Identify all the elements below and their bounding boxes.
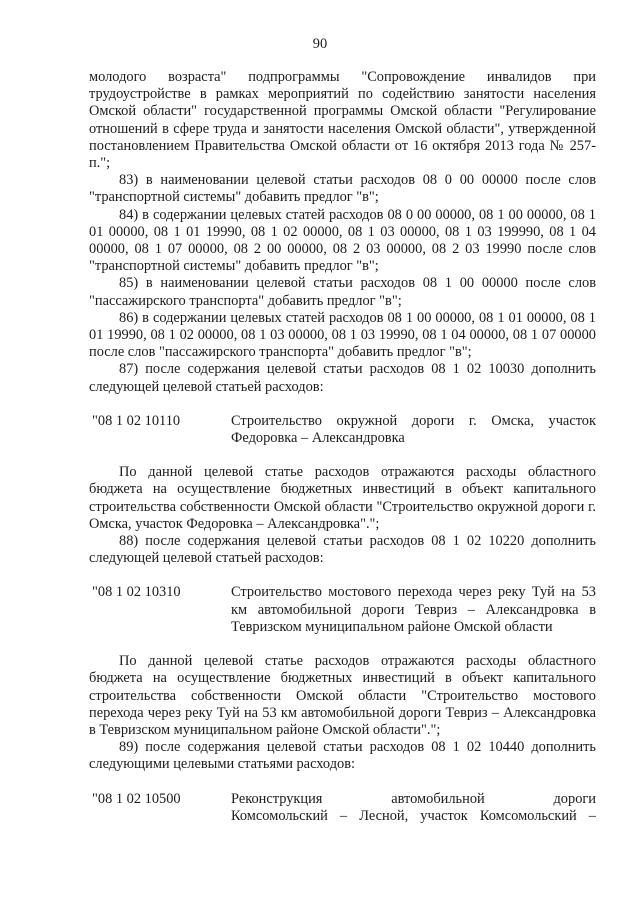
article-code: "08 1 02 10110 bbox=[92, 412, 181, 429]
article-description: По данной целевой статье расходов отражаются расходы областного бюджета на осуществление бюджетных инвестиций в объект капитального строительства собственности Омской области "Строительство мостового перехода через реку Туй на 53 км автомобильной дороги Тевриз – Александровка в Тевризском муниципальном районе Омской области"."; bbox=[89, 653, 596, 738]
paragraph-88: 88) после содержания целевой статьи расходов 08 1 02 10220 дополнить следующей целевой статьей расходов: bbox=[89, 533, 596, 567]
target-article-entry bbox=[89, 791, 596, 825]
paragraph-84: 84) в содержании целевых статей расходов 08 0 00 00000, 08 1 00 00000, 08 1 01 00000, 08 1 01 19990, 08 1 02 00000, 08 1 03 00000, 08 1 03 199990, 08 1 04 00000, 08 1 07 00000, 08 2 00 00000, 08 2 03 00000, 08 2 03 19990 после слов "транспортной системы" добавить предлог "в"; bbox=[89, 206, 596, 275]
article-name-line: Реконструкция автомобильной дороги bbox=[231, 790, 596, 807]
paragraph-86: 86) в содержании целевых статей расходов 08 1 00 00000, 08 1 01 00000, 08 1 01 19990, 08 1 02 00000, 08 1 03 00000, 08 1 03 19990, 08 1 04 00000, 08 1 07 00000 после слов "пассажирского транспорта" добавить предлог "в"; bbox=[89, 309, 596, 361]
paragraph-continuation-text: молодого возраста" подпрограммы "Сопровождение инвалидов при трудоустройстве в рамках мероприятий по содействию занятости населения Омской области" государственной программы Омской области "Регулирование отношений в сфере труда и занятости населения Омской области", утвержденной постановлением Правительства Омской области от bbox=[89, 69, 596, 154]
article-name-line: Комсомольский – Лесной, участок Комсомольский – bbox=[231, 807, 596, 824]
spacer bbox=[89, 636, 596, 653]
target-article-entry bbox=[89, 584, 596, 636]
article-name bbox=[231, 584, 596, 636]
spacer bbox=[89, 396, 596, 413]
article-code: "08 1 02 10310 bbox=[92, 584, 181, 601]
paragraph-continuation-end: 16 октября 2013 года № 257-п."; bbox=[89, 137, 596, 172]
paragraph-87: 87) после содержания целевой статьи расходов 08 1 02 10030 дополнить следующей целевой статьей расходов: bbox=[89, 361, 596, 395]
article-description: По данной целевой статье расходов отражаются расходы областного бюджета на осуществление бюджетных инвестиций в объект капитального строительства собственности Омской области "Строительство окружной дороги г. Омска, участок Федоровка – Александровка"."; bbox=[89, 464, 596, 532]
target-article-entry bbox=[89, 413, 596, 447]
spacer bbox=[89, 774, 596, 791]
article-name-line: Тевризском муниципальном районе Омской области bbox=[231, 618, 553, 635]
paragraph-83: 83) в наименовании целевой статьи расходов 08 0 00 00000 после слов "транспортной системы" добавить предлог "в"; bbox=[89, 172, 596, 206]
article-name bbox=[231, 413, 596, 447]
article-name bbox=[231, 791, 596, 825]
spacer bbox=[89, 567, 596, 584]
article-name-line: Строительство мостового перехода через реку Туй на 53 км автомобильной дороги Тевриз – Александровка в bbox=[231, 584, 596, 618]
article-name-line: Строительство окружной дороги г. Омска, участок bbox=[231, 412, 596, 429]
article-name-line: Федоровка – Александровка bbox=[231, 430, 405, 447]
document-body bbox=[89, 69, 596, 825]
paragraph-85: 85) в наименовании целевой статьи расходов 08 1 00 00000 после слов "пассажирского транспорта" добавить предлог "в"; bbox=[89, 275, 596, 309]
paragraph-89: 89) после содержания целевой статьи расходов 08 1 02 10440 дополнить следующими целевыми статьями расходов: bbox=[89, 739, 596, 773]
article-code: "08 1 02 10500 bbox=[92, 790, 181, 807]
spacer bbox=[89, 447, 596, 464]
page-number: 90 bbox=[312, 36, 328, 52]
paragraph-continuation bbox=[89, 69, 596, 172]
